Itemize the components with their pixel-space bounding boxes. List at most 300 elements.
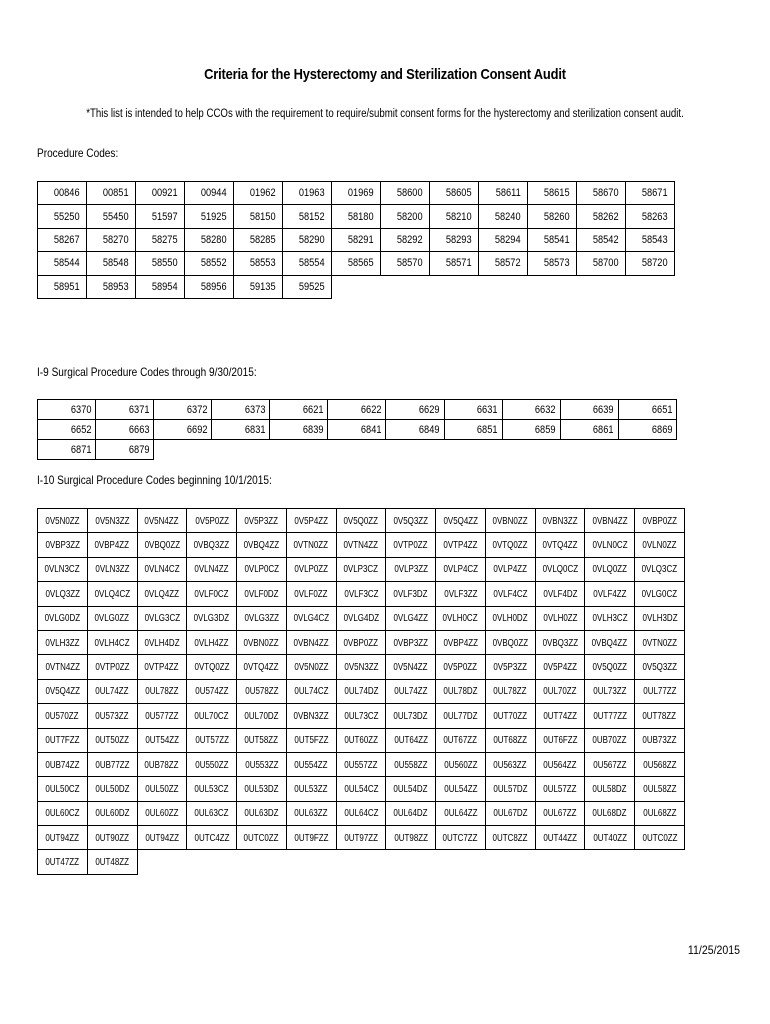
code-cell bbox=[87, 509, 137, 533]
empty-cell bbox=[430, 275, 479, 298]
code-cell bbox=[485, 704, 535, 728]
empty-cell bbox=[336, 850, 386, 874]
code-cell bbox=[626, 228, 675, 251]
code-text: 0V5N3ZZ bbox=[343, 661, 379, 674]
table-row bbox=[38, 228, 675, 251]
code-cell bbox=[485, 582, 535, 606]
code-text: 01962 bbox=[250, 187, 276, 200]
code-text: 6663 bbox=[128, 423, 150, 436]
code-text: 0V5P0ZZ bbox=[194, 514, 229, 527]
code-cell bbox=[430, 252, 479, 275]
code-cell bbox=[38, 679, 88, 703]
code-text: 0VLG4DZ bbox=[343, 612, 379, 625]
code-cell bbox=[436, 728, 486, 752]
code-cell bbox=[286, 630, 336, 654]
code-cell bbox=[626, 182, 675, 205]
code-cell bbox=[336, 533, 386, 557]
code-cell bbox=[535, 557, 585, 581]
code-text: 0UL74CZ bbox=[294, 685, 329, 698]
code-cell bbox=[430, 205, 479, 228]
code-text: 0UT50ZZ bbox=[95, 734, 129, 747]
code-cell bbox=[38, 182, 87, 205]
empty-cell bbox=[485, 850, 535, 874]
code-cell bbox=[386, 400, 444, 420]
code-text: 58554 bbox=[299, 257, 325, 270]
code-cell bbox=[336, 509, 386, 533]
code-cell bbox=[270, 420, 328, 440]
code-text: 58670 bbox=[593, 187, 619, 200]
code-text: 0VLF0CZ bbox=[194, 587, 229, 600]
code-cell bbox=[436, 509, 486, 533]
code-text: 0UT74ZZ bbox=[543, 709, 577, 722]
code-cell bbox=[87, 801, 137, 825]
code-cell bbox=[436, 630, 486, 654]
code-cell bbox=[635, 582, 685, 606]
code-cell bbox=[585, 801, 635, 825]
empty-cell bbox=[502, 440, 560, 460]
code-text: 6622 bbox=[360, 403, 382, 416]
code-cell bbox=[479, 182, 528, 205]
code-cell bbox=[635, 655, 685, 679]
empty-cell bbox=[381, 275, 430, 298]
code-cell bbox=[381, 252, 430, 275]
code-text: 0UT7FZZ bbox=[45, 734, 80, 747]
code-text: 58200 bbox=[397, 210, 423, 223]
code-text: 0UL54CZ bbox=[343, 782, 379, 795]
code-text: 0VTQ0ZZ bbox=[194, 661, 230, 674]
code-cell bbox=[234, 228, 283, 251]
code-text: 0VBP4ZZ bbox=[443, 636, 478, 649]
code-cell bbox=[535, 679, 585, 703]
code-cell bbox=[585, 728, 635, 752]
code-text: 0VBP0ZZ bbox=[343, 636, 379, 649]
code-text: 0VLF0DZ bbox=[244, 587, 279, 600]
code-cell bbox=[38, 777, 88, 801]
code-text: 0VLH4ZZ bbox=[194, 636, 229, 649]
code-text: 0VBN0ZZ bbox=[492, 514, 528, 527]
code-text: 0VLG0ZZ bbox=[94, 612, 130, 625]
empty-cell bbox=[187, 850, 237, 874]
code-text: 0VLQ4ZZ bbox=[144, 587, 180, 600]
code-cell bbox=[87, 728, 137, 752]
code-cell bbox=[137, 777, 187, 801]
code-cell bbox=[535, 826, 585, 850]
code-text: 0V5P0ZZ bbox=[443, 661, 478, 674]
table-row bbox=[38, 777, 685, 801]
code-cell bbox=[535, 704, 585, 728]
empty-cell bbox=[577, 275, 626, 298]
code-cell bbox=[444, 420, 502, 440]
code-cell bbox=[87, 275, 136, 298]
code-text: 0U560ZZ bbox=[443, 758, 478, 771]
code-text: 0UT77ZZ bbox=[592, 709, 627, 722]
code-text: 6652 bbox=[70, 423, 92, 436]
code-text: 0VBQ4ZZ bbox=[592, 636, 628, 649]
code-cell bbox=[485, 533, 535, 557]
code-cell bbox=[187, 630, 237, 654]
code-cell bbox=[635, 679, 685, 703]
code-text: 58150 bbox=[250, 210, 276, 223]
code-text: 58671 bbox=[642, 187, 668, 200]
code-cell bbox=[535, 630, 585, 654]
code-cell bbox=[237, 777, 287, 801]
code-text: 6372 bbox=[186, 403, 208, 416]
code-cell bbox=[286, 606, 336, 630]
code-cell bbox=[137, 582, 187, 606]
icd9-codes-table bbox=[37, 399, 677, 460]
code-cell bbox=[436, 582, 486, 606]
code-text: 6839 bbox=[302, 423, 324, 436]
code-cell bbox=[386, 630, 436, 654]
code-text: 0UT60ZZ bbox=[344, 734, 378, 747]
code-text: 0V5N4ZZ bbox=[144, 514, 179, 527]
code-text: 0UT97ZZ bbox=[344, 831, 378, 844]
code-text: 00944 bbox=[201, 187, 227, 200]
code-text: 0UL53DZ bbox=[244, 782, 279, 795]
code-text: 0V5Q4ZZ bbox=[443, 514, 478, 527]
code-text: 0VLH0DZ bbox=[492, 612, 528, 625]
table-row bbox=[38, 420, 677, 440]
code-cell bbox=[87, 228, 136, 251]
code-cell bbox=[87, 630, 137, 654]
code-text: 0UT70ZZ bbox=[493, 709, 528, 722]
code-cell bbox=[237, 606, 287, 630]
code-cell bbox=[136, 228, 185, 251]
code-cell bbox=[635, 728, 685, 752]
code-cell bbox=[38, 850, 88, 874]
code-text: 0VBQ4ZZ bbox=[243, 539, 280, 552]
code-text: 6373 bbox=[244, 403, 266, 416]
code-text: 0VLP3CZ bbox=[343, 563, 379, 576]
code-text: 58180 bbox=[348, 210, 374, 223]
code-text: 0VLQ3CZ bbox=[641, 563, 678, 576]
code-cell bbox=[286, 557, 336, 581]
code-text: 01963 bbox=[299, 187, 325, 200]
code-text: 0V5P4ZZ bbox=[294, 514, 329, 527]
code-cell bbox=[185, 228, 234, 251]
code-text: 0VLH3ZZ bbox=[45, 636, 80, 649]
code-text: 58260 bbox=[544, 210, 570, 223]
code-cell bbox=[234, 182, 283, 205]
code-text: 6849 bbox=[418, 423, 440, 436]
table-row bbox=[38, 752, 685, 776]
code-text: 0U568ZZ bbox=[642, 758, 677, 771]
code-cell bbox=[38, 557, 88, 581]
code-text: 58553 bbox=[250, 257, 276, 270]
code-cell bbox=[328, 420, 386, 440]
code-text: 0UL54ZZ bbox=[443, 782, 478, 795]
code-cell bbox=[336, 655, 386, 679]
empty-cell bbox=[528, 275, 577, 298]
code-cell bbox=[436, 557, 486, 581]
code-text: 0UL67ZZ bbox=[543, 807, 577, 820]
code-cell bbox=[38, 752, 88, 776]
code-text: 0UL64CZ bbox=[343, 807, 379, 820]
code-cell bbox=[386, 704, 436, 728]
code-cell bbox=[577, 205, 626, 228]
code-text: 0V5N4ZZ bbox=[393, 661, 428, 674]
code-cell bbox=[96, 440, 154, 460]
footer-date: 11/25/2015 bbox=[687, 943, 740, 957]
code-cell bbox=[585, 557, 635, 581]
code-cell bbox=[436, 606, 486, 630]
code-text: 0U573ZZ bbox=[95, 709, 129, 722]
code-text: 0V5Q0ZZ bbox=[592, 661, 628, 674]
code-text: 0V5P4ZZ bbox=[543, 661, 577, 674]
code-cell bbox=[136, 182, 185, 205]
code-text: 6639 bbox=[593, 403, 614, 416]
code-cell bbox=[332, 182, 381, 205]
code-text: 0UT40ZZ bbox=[592, 831, 627, 844]
code-cell bbox=[234, 275, 283, 298]
code-cell bbox=[626, 205, 675, 228]
code-cell bbox=[187, 826, 237, 850]
code-cell bbox=[270, 400, 328, 420]
code-cell bbox=[585, 777, 635, 801]
code-cell bbox=[485, 728, 535, 752]
code-cell bbox=[535, 655, 585, 679]
code-text: 0UL74DZ bbox=[343, 685, 379, 698]
table-row bbox=[38, 679, 685, 703]
code-text: 0UL68ZZ bbox=[642, 807, 677, 820]
code-cell bbox=[479, 228, 528, 251]
code-text: 0UL60ZZ bbox=[145, 807, 179, 820]
code-cell bbox=[386, 752, 436, 776]
code-cell bbox=[87, 582, 137, 606]
code-cell bbox=[87, 777, 137, 801]
code-cell bbox=[502, 400, 560, 420]
code-text: 0VLF3DZ bbox=[393, 587, 428, 600]
code-text: 0UB78ZZ bbox=[144, 758, 179, 771]
code-cell bbox=[560, 420, 618, 440]
code-text: 0UTC4ZZ bbox=[194, 831, 230, 844]
code-cell bbox=[87, 205, 136, 228]
code-text: 0VLF0ZZ bbox=[294, 587, 328, 600]
code-cell bbox=[436, 533, 486, 557]
code-cell bbox=[386, 606, 436, 630]
table-row bbox=[38, 252, 675, 275]
code-text: 0VLN4ZZ bbox=[194, 563, 229, 576]
code-cell bbox=[535, 533, 585, 557]
code-text: 58550 bbox=[152, 257, 178, 270]
code-text: 0V5N0ZZ bbox=[294, 661, 329, 674]
code-cell bbox=[381, 182, 430, 205]
code-text: 0VLN0ZZ bbox=[642, 539, 677, 552]
code-text: 0VBQ3ZZ bbox=[193, 539, 230, 552]
code-text: 58293 bbox=[446, 233, 472, 246]
code-cell bbox=[237, 557, 287, 581]
code-cell bbox=[38, 801, 88, 825]
table-row bbox=[38, 440, 677, 460]
code-cell bbox=[187, 509, 237, 533]
code-text: 0VBN4ZZ bbox=[592, 514, 628, 527]
code-cell bbox=[635, 509, 685, 533]
code-text: 0VLH4CZ bbox=[94, 636, 130, 649]
code-text: 0VLP0CZ bbox=[244, 563, 279, 576]
code-cell bbox=[635, 826, 685, 850]
code-cell bbox=[336, 728, 386, 752]
code-cell bbox=[618, 400, 676, 420]
code-cell bbox=[635, 557, 685, 581]
code-text: 0UL70ZZ bbox=[543, 685, 577, 698]
code-cell bbox=[535, 582, 585, 606]
code-text: 58152 bbox=[299, 210, 325, 223]
code-text: 0VTP4ZZ bbox=[443, 539, 478, 552]
empty-cell bbox=[270, 440, 328, 460]
code-text: 6632 bbox=[535, 403, 556, 416]
code-cell bbox=[386, 826, 436, 850]
code-cell bbox=[528, 252, 577, 275]
code-text: 0VTN0ZZ bbox=[642, 636, 677, 649]
code-cell bbox=[286, 801, 336, 825]
code-cell bbox=[137, 606, 187, 630]
code-text: 0U558ZZ bbox=[394, 758, 428, 771]
code-text: 0UB70ZZ bbox=[592, 734, 627, 747]
code-cell bbox=[286, 752, 336, 776]
code-text: 0V5Q0ZZ bbox=[343, 514, 379, 527]
code-text: 58951 bbox=[54, 280, 80, 293]
code-cell bbox=[237, 533, 287, 557]
code-text: 58542 bbox=[593, 233, 619, 246]
code-cell bbox=[479, 252, 528, 275]
table-row bbox=[38, 400, 677, 420]
code-cell bbox=[185, 205, 234, 228]
code-text: 0VTQ4ZZ bbox=[243, 661, 279, 674]
code-cell bbox=[585, 509, 635, 533]
code-cell bbox=[137, 752, 187, 776]
code-cell bbox=[336, 826, 386, 850]
code-text: 58267 bbox=[54, 233, 80, 246]
code-cell bbox=[136, 275, 185, 298]
code-text: 55250 bbox=[54, 210, 80, 223]
code-text: 0VBP3ZZ bbox=[393, 636, 429, 649]
code-text: 6831 bbox=[244, 423, 266, 436]
code-cell bbox=[635, 606, 685, 630]
code-text: 6861 bbox=[593, 423, 614, 436]
code-text: 0VLQ0ZZ bbox=[592, 563, 628, 576]
code-cell bbox=[386, 679, 436, 703]
code-cell bbox=[436, 704, 486, 728]
code-text: 0UL73DZ bbox=[393, 709, 428, 722]
code-text: 0UT58ZZ bbox=[244, 734, 279, 747]
code-cell bbox=[386, 801, 436, 825]
code-cell bbox=[38, 440, 96, 460]
code-cell bbox=[286, 655, 336, 679]
table-row bbox=[38, 826, 685, 850]
code-cell bbox=[137, 533, 187, 557]
code-text: 0UT68ZZ bbox=[493, 734, 528, 747]
code-cell bbox=[386, 557, 436, 581]
empty-cell bbox=[436, 850, 486, 874]
code-text: 0UL73CZ bbox=[343, 709, 379, 722]
code-text: 0V5Q3ZZ bbox=[393, 514, 429, 527]
empty-cell bbox=[585, 850, 635, 874]
code-text: 58240 bbox=[495, 210, 521, 223]
code-cell bbox=[96, 400, 154, 420]
code-text: 0UT98ZZ bbox=[393, 831, 428, 844]
code-cell bbox=[635, 704, 685, 728]
code-text: 0VBP0ZZ bbox=[642, 514, 677, 527]
code-text: 0UT48ZZ bbox=[95, 856, 129, 869]
code-text: 0VBQ0ZZ bbox=[492, 636, 529, 649]
code-text: 0V5P3ZZ bbox=[493, 661, 528, 674]
code-text: 0UT67ZZ bbox=[443, 734, 478, 747]
code-text: 58210 bbox=[446, 210, 472, 223]
code-cell bbox=[336, 777, 386, 801]
code-text: 0UL58DZ bbox=[592, 782, 627, 795]
code-cell bbox=[485, 679, 535, 703]
code-cell bbox=[535, 728, 585, 752]
code-cell bbox=[137, 509, 187, 533]
code-text: 58275 bbox=[152, 233, 178, 246]
code-cell bbox=[38, 400, 96, 420]
code-cell bbox=[430, 182, 479, 205]
code-text: 6371 bbox=[128, 403, 150, 416]
code-text: 58262 bbox=[593, 210, 619, 223]
code-text: 6871 bbox=[70, 443, 92, 456]
code-cell bbox=[332, 228, 381, 251]
code-text: 0UL53CZ bbox=[194, 782, 229, 795]
code-text: 0VLP4ZZ bbox=[493, 563, 528, 576]
code-cell bbox=[137, 826, 187, 850]
code-cell bbox=[585, 826, 635, 850]
code-text: 55450 bbox=[103, 210, 129, 223]
code-cell bbox=[38, 630, 88, 654]
empty-cell bbox=[154, 440, 212, 460]
code-cell bbox=[635, 630, 685, 654]
table-row bbox=[38, 557, 685, 581]
code-text: 0VLQ0CZ bbox=[542, 563, 578, 576]
code-cell bbox=[386, 509, 436, 533]
code-text: 0VLH4DZ bbox=[144, 636, 180, 649]
code-cell bbox=[286, 728, 336, 752]
code-cell bbox=[585, 582, 635, 606]
code-text: 0VLG0DZ bbox=[44, 612, 81, 625]
code-text: 0UT54ZZ bbox=[145, 734, 179, 747]
code-text: 58571 bbox=[446, 257, 472, 270]
code-cell bbox=[635, 801, 685, 825]
code-text: 0UL68DZ bbox=[592, 807, 627, 820]
code-text: 0VTQ0ZZ bbox=[492, 539, 528, 552]
code-text: 0UTC8ZZ bbox=[492, 831, 528, 844]
code-text: 0VBN3ZZ bbox=[293, 709, 329, 722]
code-text: 0VTQ4ZZ bbox=[542, 539, 578, 552]
code-text: 0UL63CZ bbox=[194, 807, 229, 820]
code-cell bbox=[436, 777, 486, 801]
table-row bbox=[38, 728, 685, 752]
code-cell bbox=[237, 509, 287, 533]
empty-cell bbox=[137, 850, 187, 874]
code-cell bbox=[38, 205, 87, 228]
code-text: 0VLF3CZ bbox=[343, 587, 379, 600]
empty-cell bbox=[286, 850, 336, 874]
code-text: 58270 bbox=[103, 233, 129, 246]
code-text: 58290 bbox=[299, 233, 325, 246]
code-cell bbox=[618, 420, 676, 440]
empty-cell bbox=[212, 440, 270, 460]
code-text: 58263 bbox=[642, 210, 668, 223]
code-cell bbox=[286, 509, 336, 533]
code-cell bbox=[535, 801, 585, 825]
code-text: 6631 bbox=[477, 403, 498, 416]
code-cell bbox=[386, 777, 436, 801]
code-text: 0VTN0ZZ bbox=[293, 539, 329, 552]
code-text: 0UL74ZZ bbox=[394, 685, 428, 698]
code-cell bbox=[234, 205, 283, 228]
code-text: 0VLG4ZZ bbox=[393, 612, 429, 625]
code-text: 0V5P3ZZ bbox=[244, 514, 279, 527]
code-text: 00846 bbox=[54, 187, 80, 200]
